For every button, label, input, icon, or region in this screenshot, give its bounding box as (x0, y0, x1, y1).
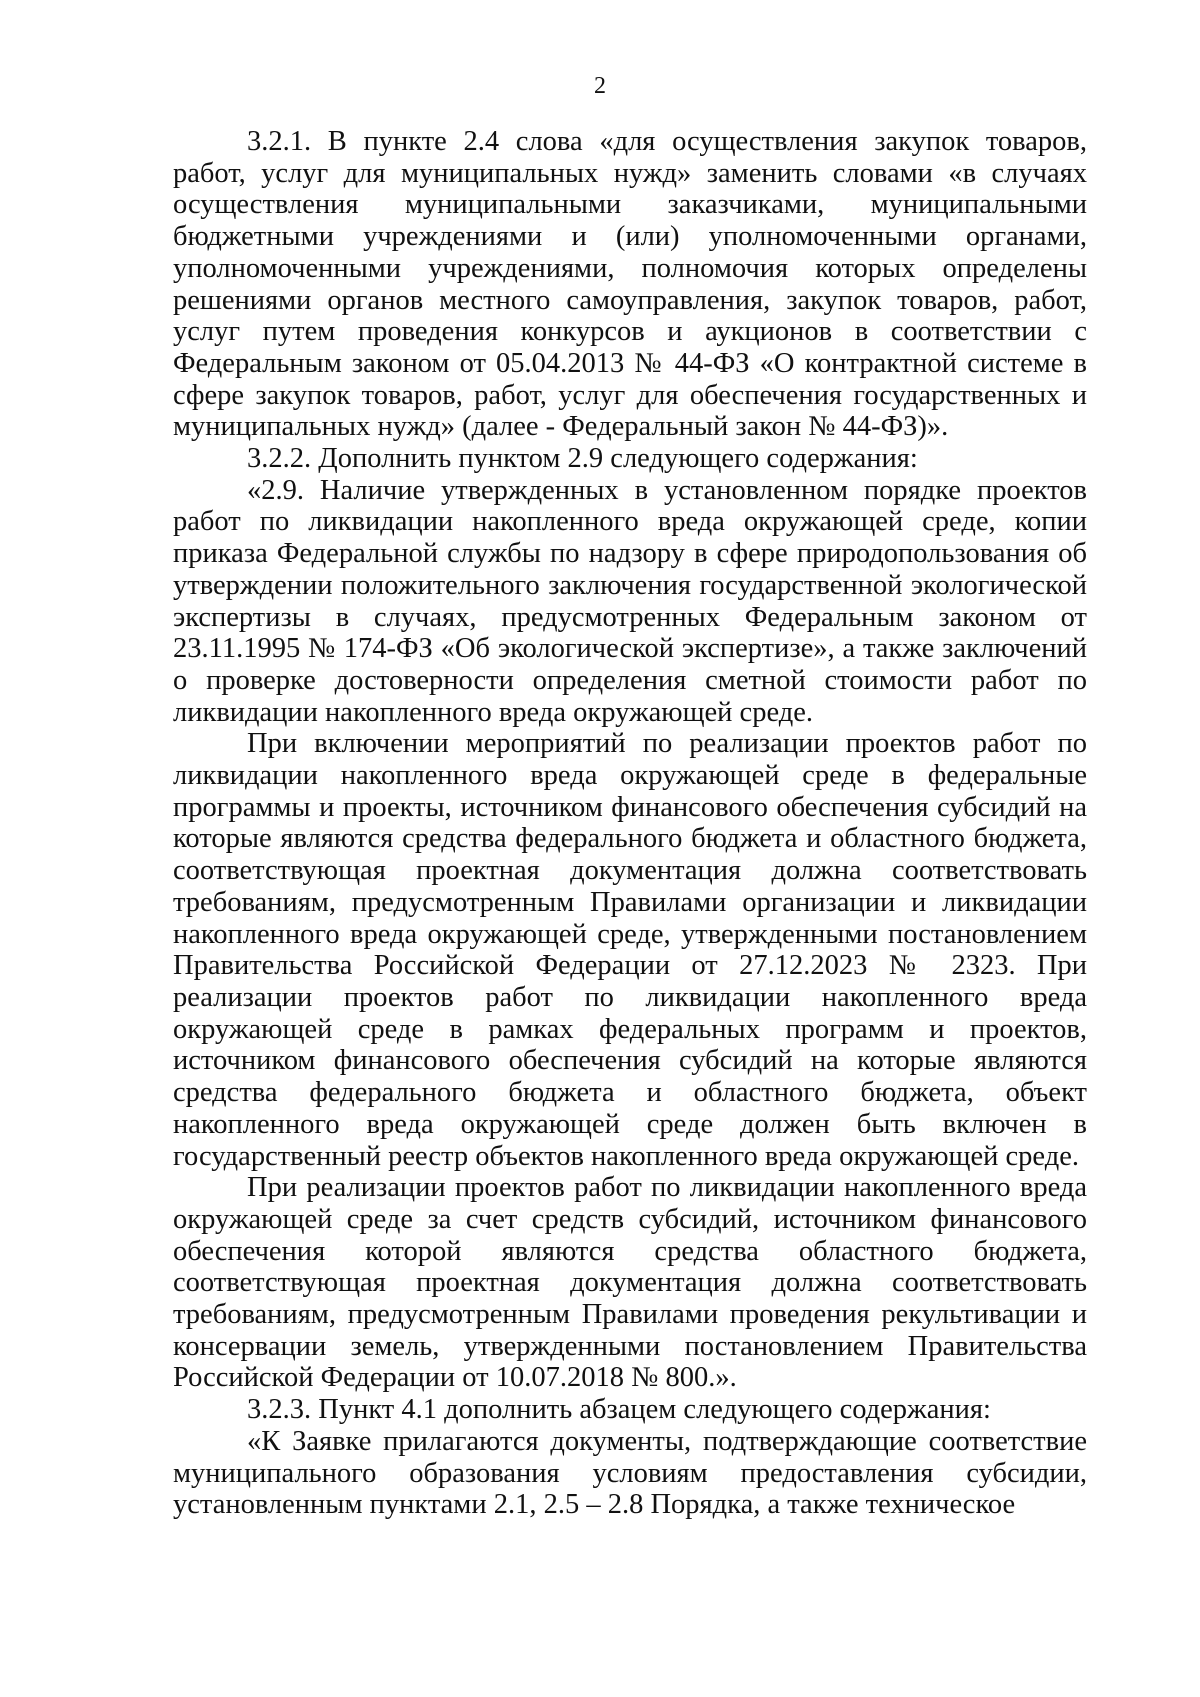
paragraph-3-2-2: 3.2.2. Дополнить пунктом 2.9 следующего содержания: (247, 443, 918, 475)
paragraph-3-2-1: 3.2.1. В пункте 2.4 слова «для осуществления закупок товаров, работ, услуг для муниципальных нужд» заменить словами «в случаях осуществления муниципальными заказчиками, муниципальными бюджетными учреждениями и (или) уполномоченными органами, уполномоченными учреждениями, полномочия которых определены решениями органов местного самоуправления, закупок товаров, работ, услуг путем проведения конкурсов и аукционов в соответствии с Федеральным законом от 05.04.2013 № 44-ФЗ «О контрактной системе в сфере закупок товаров, работ, услуг для обеспечения государственных и муниципальных нужд» (далее - Федеральный закон № 44-ФЗ)». (173, 126, 1087, 443)
paragraph-federal-programs: При включении мероприятий по реализации проектов работ по ликвидации накопленного вреда окружающей среде в федеральные программы и проекты, источником финансового обеспечения субсидий на которые являются средства федерального бюджета и областного бюджета, соответствующая проектная документация должна соответствовать требованиям, предусмотренным Правилами организации и ликвидации накопленного вреда окружающей среде, утвержденными постановлением Правительства Российской Федерации от 27.12.2023 № 2323. При реализации проектов работ по ликвидации накопленного вреда окружающей среде в рамках федеральных программ и проектов, источником финансового обеспечения субсидий на которые являются средства федерального бюджета и областного бюджета, объект накопленного вреда окружающей среде должен быть включен в государственный реестр объектов накопленного вреда окружающей среде. (173, 728, 1087, 1172)
paragraph-2-9: «2.9. Наличие утвержденных в установленном порядке проектов работ по ликвидации накопленного вреда окружающей среде, копии приказа Федеральной службы по надзору в сфере природопользования об утверждении положительного заключения государственной экологической экспертизы в случаях, предусмотренных Федеральным законом от 23.11.1995 № 174-ФЗ «Об экологической экспертизе», а также заключений о проверке достоверности определения сметной стоимости работ по ликвидации накопленного вреда окружающей среде. (173, 474, 1087, 728)
paragraph-regional-subsidies: При реализации проектов работ по ликвидации накопленного вреда окружающей среде за счет средств субсидий, источником финансового обеспечения которой являются средства областного бюджета, соответствующая проектная документация должна соответствовать требованиям, предусмотренным Правилами проведения рекультивации и консервации земель, утвержденными постановлением Правительства Российской Федерации от 10.07.2018 № 800.». (173, 1172, 1087, 1394)
document-body (173, 126, 1087, 1521)
paragraph-application-documents: «К Заявке прилагаются документы, подтверждающие соответствие муниципального образования условиям предоставления субсидии, установленным пунктами 2.1, 2.5 – 2.8 Порядка, а также техническое (173, 1425, 1087, 1521)
page-number: 2 (594, 73, 606, 99)
paragraph-3-2-3: 3.2.3. Пункт 4.1 дополнить абзацем следующего содержания: (247, 1394, 991, 1426)
